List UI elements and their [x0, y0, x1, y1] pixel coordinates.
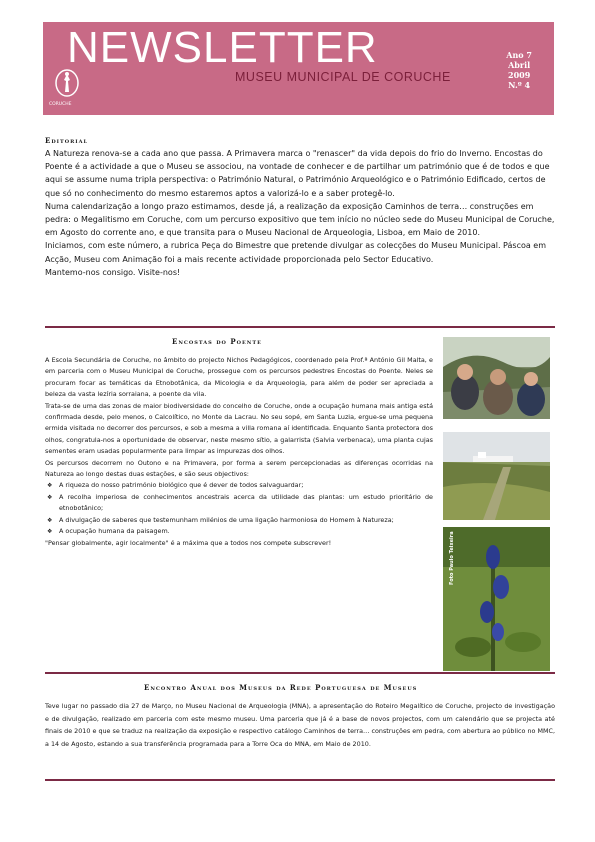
encontro-heading: Encontro Anual dos Museus da Rede Portuguesa de Museus: [144, 683, 418, 692]
list-item: ❖ A riqueza do nosso património biológico que é dever de todos salvaguardar;: [45, 480, 433, 491]
header-banner: [43, 22, 554, 115]
encostas-paragraph: A Escola Secundária de Coruche, no âmbito do projecto Nichos Pedagógicos, coordenado pela Prof.ª António Gil Malta, e em parceria com o Museu Municipal de Coruche, prossegue com os percursos pedestres Encostas do Poente. Neles se procuram focar as temáticas da Etnobotânica, da Micologia e da Arqueologia, para além de poder ser apreciada a beleza da vasta lezíria sorraiana, a poente da vila.: [45, 356, 433, 399]
museum-name: MUSEU MUNICIPAL DE CORUCHE: [235, 70, 451, 84]
photo-credit: Foto Paulo Teixeira: [449, 531, 455, 585]
section-divider: [45, 326, 555, 328]
objectives-list: [45, 480, 433, 537]
section-divider: [45, 672, 555, 674]
editorial-paragraph: Mantemo-nos consigo. Visite-nos!: [45, 267, 181, 277]
photo-salvia-plant: [443, 527, 550, 671]
editorial-paragraph: Numa calendarização a longo prazo estimamos, desde já, a realização da exposição Caminhos de terra… construções em pedra: o Megalitismo em Coruche, com um percurso expositivo que tem início no núcleo sede do Museu Municipal de Coruche, em Agosto do corrente ano, e que transita para o Museu Nacional de Arqueologia, Lisboa, em Maio de 2010.: [45, 201, 555, 238]
issue-date-year: 2009: [508, 70, 531, 80]
editorial-paragraph: A Natureza renova-se a cada ano que passa. A Primavera marca o "renascer" da vida depois do frio do Inverno. Encostas do Poente é a actividade a que o Museu se associou, na vontade de conhecer e de partilhar um património que é de todos e que aqui se assume numa tripla perspectiva: o Património Natural, o Património Arqueológico e o Património Edificado, certos de que só no conhecimento do mesmo estaremos aptos a valorizá-lo e a saber protegê-lo.: [45, 149, 550, 198]
encostas-body: [45, 355, 433, 549]
issue-number: N.º 4: [508, 80, 531, 90]
list-item: ❖ A divulgação de saberes que testemunham milénios de uma ligação harmoniosa do Homem à Natureza;: [45, 515, 433, 526]
editorial-paragraph: Iniciamos, com este número, a rubrica Peça do Bimestre que pretende divulgar as colecções do Museu Municipal. Páscoa em Acção, Museu com Animação foi a mais recente actividade proporcionada pelo Sector Educativo.: [45, 241, 547, 264]
encontro-body: Teve lugar no passado dia 27 de Março, no Museu Nacional de Arqueologia (MNA), a apresentação do Roteiro Megalítico de Coruche, projecto de investigação e de divulgação, realizado em parceria com este mesmo museu. Uma parceria que já é a base de novos projectos, com um calendário que se projecta até finais de 2010 e que se traduz na realização da exposição e respectivo catálogo Caminhos de terra… construções em pedra, com abertura ao público no MMC, a 14 de Agosto, estando a sua transferência programada para a Torre Oca do MNA, em Maio de 2010.: [45, 702, 555, 748]
editorial-body: [45, 147, 555, 279]
issue-info: [506, 50, 532, 90]
list-item: ❖ A recolha imperiosa de conhecimentos ancestrais acerca da utilidade das plantas: um estudo prioritário de etnobotânico;: [45, 492, 433, 515]
encostas-heading: Encostas do Poente: [172, 337, 262, 346]
list-item: ❖ A ocupação humana da paisagem.: [45, 526, 433, 537]
encostas-paragraph: Os percursos decorrem no Outono e na Primavera, por forma a serem percepcionadas as diferenças ocorridas na Natureza ao longo destas duas estações, e são seus objectivos:: [45, 458, 433, 479]
section-divider: [45, 779, 555, 781]
editorial-heading: Editorial: [45, 136, 88, 145]
photo-landscape: [443, 432, 550, 520]
issue-month: Abril: [508, 60, 531, 70]
logo-caption: CORUCHE: [49, 102, 72, 107]
newsletter-title: NEWSLETTER: [67, 23, 378, 72]
closing-quote: "Pensar globalmente, agir localmente" é a máxima que a todos nos compete subscrever!: [45, 538, 332, 547]
photo-group-students: [443, 337, 550, 419]
issue-year: Ano 7: [506, 50, 532, 60]
encostas-paragraph: Trata-se de uma das zonas de maior biodiversidade do concelho de Coruche, onde a ocupação humana mais antiga está confirmada desde, pelo menos, o Calcolítico, no Monte da Lacrau. No seu sopé, em Santa Luzia, ergue-se uma pequena ermida visitada no decorrer dos percursos, e sob a mesma a villa romana aí identificada. Enquanto Santa protectora dos olhos, congratula-nos a oportunidade de observar, neste mesmo sítio, a galarrista (Salvia verbenaca), uma planta cujas sementes eram usadas popularmente para limpar as impurezas dos olhos.: [45, 401, 433, 456]
